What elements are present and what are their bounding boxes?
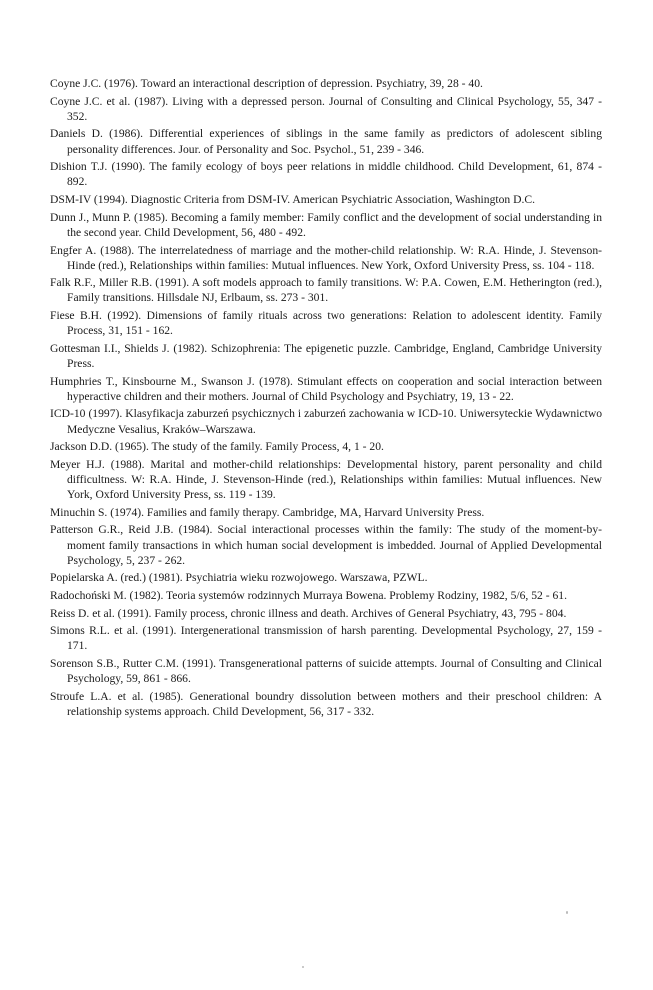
reference-entry: Engfer A. (1988). The interrelatedness of marriage and the mother-child relationship. W: R.A. Hinde, J. Stevenson-Hinde (red.), Relationships within families: Mutual influences. New York, Oxford University Press, ss. 104 - 118. (50, 243, 602, 272)
reference-entry: Reiss D. et al. (1991). Family process, chronic illness and death. Archives of General Psychiatry, 43, 795 - 804. (50, 606, 567, 620)
reference-entry: Meyer H.J. (1988). Marital and mother-child relationships: Developmental history, parent personality and child difficultness. W: R.A. Hinde, J. Stevenson-Hinde (red.), Relationships within families: Mutual influences. New York, Oxford University Press, ss. 119 - 139. (50, 457, 602, 502)
reference-entry: Coyne J.C. et al. (1987). Living with a depressed person. Journal of Consulting and Clinical Psychology, 55, 347 - 352. (50, 94, 602, 123)
reference-entry: Humphries T., Kinsbourne M., Swanson J. (1978). Stimulant effects on cooperation and social interaction between hyperactive children and their mothers. Journal of Child Psychology and Psychiatry, 19, 13 - 22. (50, 374, 602, 403)
reference-entry: Dunn J., Munn P. (1985). Becoming a family member: Family conflict and the development of social understanding in the second year. Child Development, 56, 480 - 492. (50, 210, 602, 239)
scan-speck (302, 966, 304, 968)
reference-entry: Gottesman I.I., Shields J. (1982). Schizophrenia: The epigenetic puzzle. Cambridge, England, Cambridge University Press. (50, 341, 602, 370)
reference-list (50, 76, 602, 719)
reference-entry: Simons R.L. et al. (1991). Intergenerational transmission of harsh parenting. Developmental Psychology, 27, 159 - 171. (50, 624, 602, 653)
reference-entry: Radochoński M. (1982). Teoria systemów rodzinnych Murraya Bowena. Problemy Rodziny, 1982, 5/6, 52 - 61. (50, 589, 567, 602)
reference-entry: Dishion T.J. (1990). The family ecology of boys peer relations in middle childhood. Child Development, 61, 874 - 892. (50, 160, 602, 189)
reference-entry: Patterson G.R., Reid J.B. (1984). Social interactional processes within the family: The study of the moment-by-moment family transactions in which human social development is imbedded. Journal of Applied Developmental Psychology, 5, 237 - 262. (50, 523, 602, 567)
reference-entry: Coyne J.C. (1976). Toward an interactional description of depression. Psychiatry, 39, 28 - 40. (50, 77, 483, 90)
reference-entry: Fiese B.H. (1992). Dimensions of family rituals across two generations: Relation to adolescent identity. Family Process, 31, 151 - 162. (50, 309, 602, 338)
reference-entry: DSM-IV (1994). Diagnostic Criteria from DSM-IV. American Psychiatric Association, Washington D.C. (50, 193, 535, 207)
reference-entry: ICD-10 (1997). Klasyfikacja zaburzeń psychicznych i zaburzeń zachowania w ICD-10. Uniwersyteckie Wydawnictwo Medyczne Vesalius, Kraków–Warszawa. (50, 407, 602, 436)
reference-entry: Stroufe L.A. et al. (1985). Generational boundry dissolution between mothers and their preschool children: A relationship systems approach. Child Development, 56, 317 - 332. (50, 689, 602, 719)
reference-entry: Sorenson S.B., Rutter C.M. (1991). Transgenerational patterns of suicide attempts. Journal of Consulting and Clinical Psychology, 59, 861 - 866. (50, 657, 602, 686)
reference-entry: Falk R.F., Miller R.B. (1991). A soft models approach to family transitions. W: P.A. Cowen, E.M. Hetherington (red.), Family transitions. Hillsdale NJ, Erlbaum, ss. 273 - 301. (50, 276, 602, 305)
reference-page (50, 76, 602, 722)
reference-entry: Daniels D. (1986). Differential experiences of siblings in the same family as predictors of adolescent sibling personality differences. Jour. of Personality and Soc. Psychol., 51, 239 - 346. (50, 127, 602, 156)
reference-entry: Minuchin S. (1974). Families and family therapy. Cambridge, MA, Harvard University Press. (50, 505, 485, 519)
reference-entry: Jackson D.D. (1965). The study of the family. Family Process, 4, 1 - 20. (50, 440, 384, 454)
reference-entry: Popielarska A. (red.) (1981). Psychiatria wieku rozwojowego. Warszawa, PZWL. (50, 571, 428, 585)
scan-speck (566, 911, 568, 914)
